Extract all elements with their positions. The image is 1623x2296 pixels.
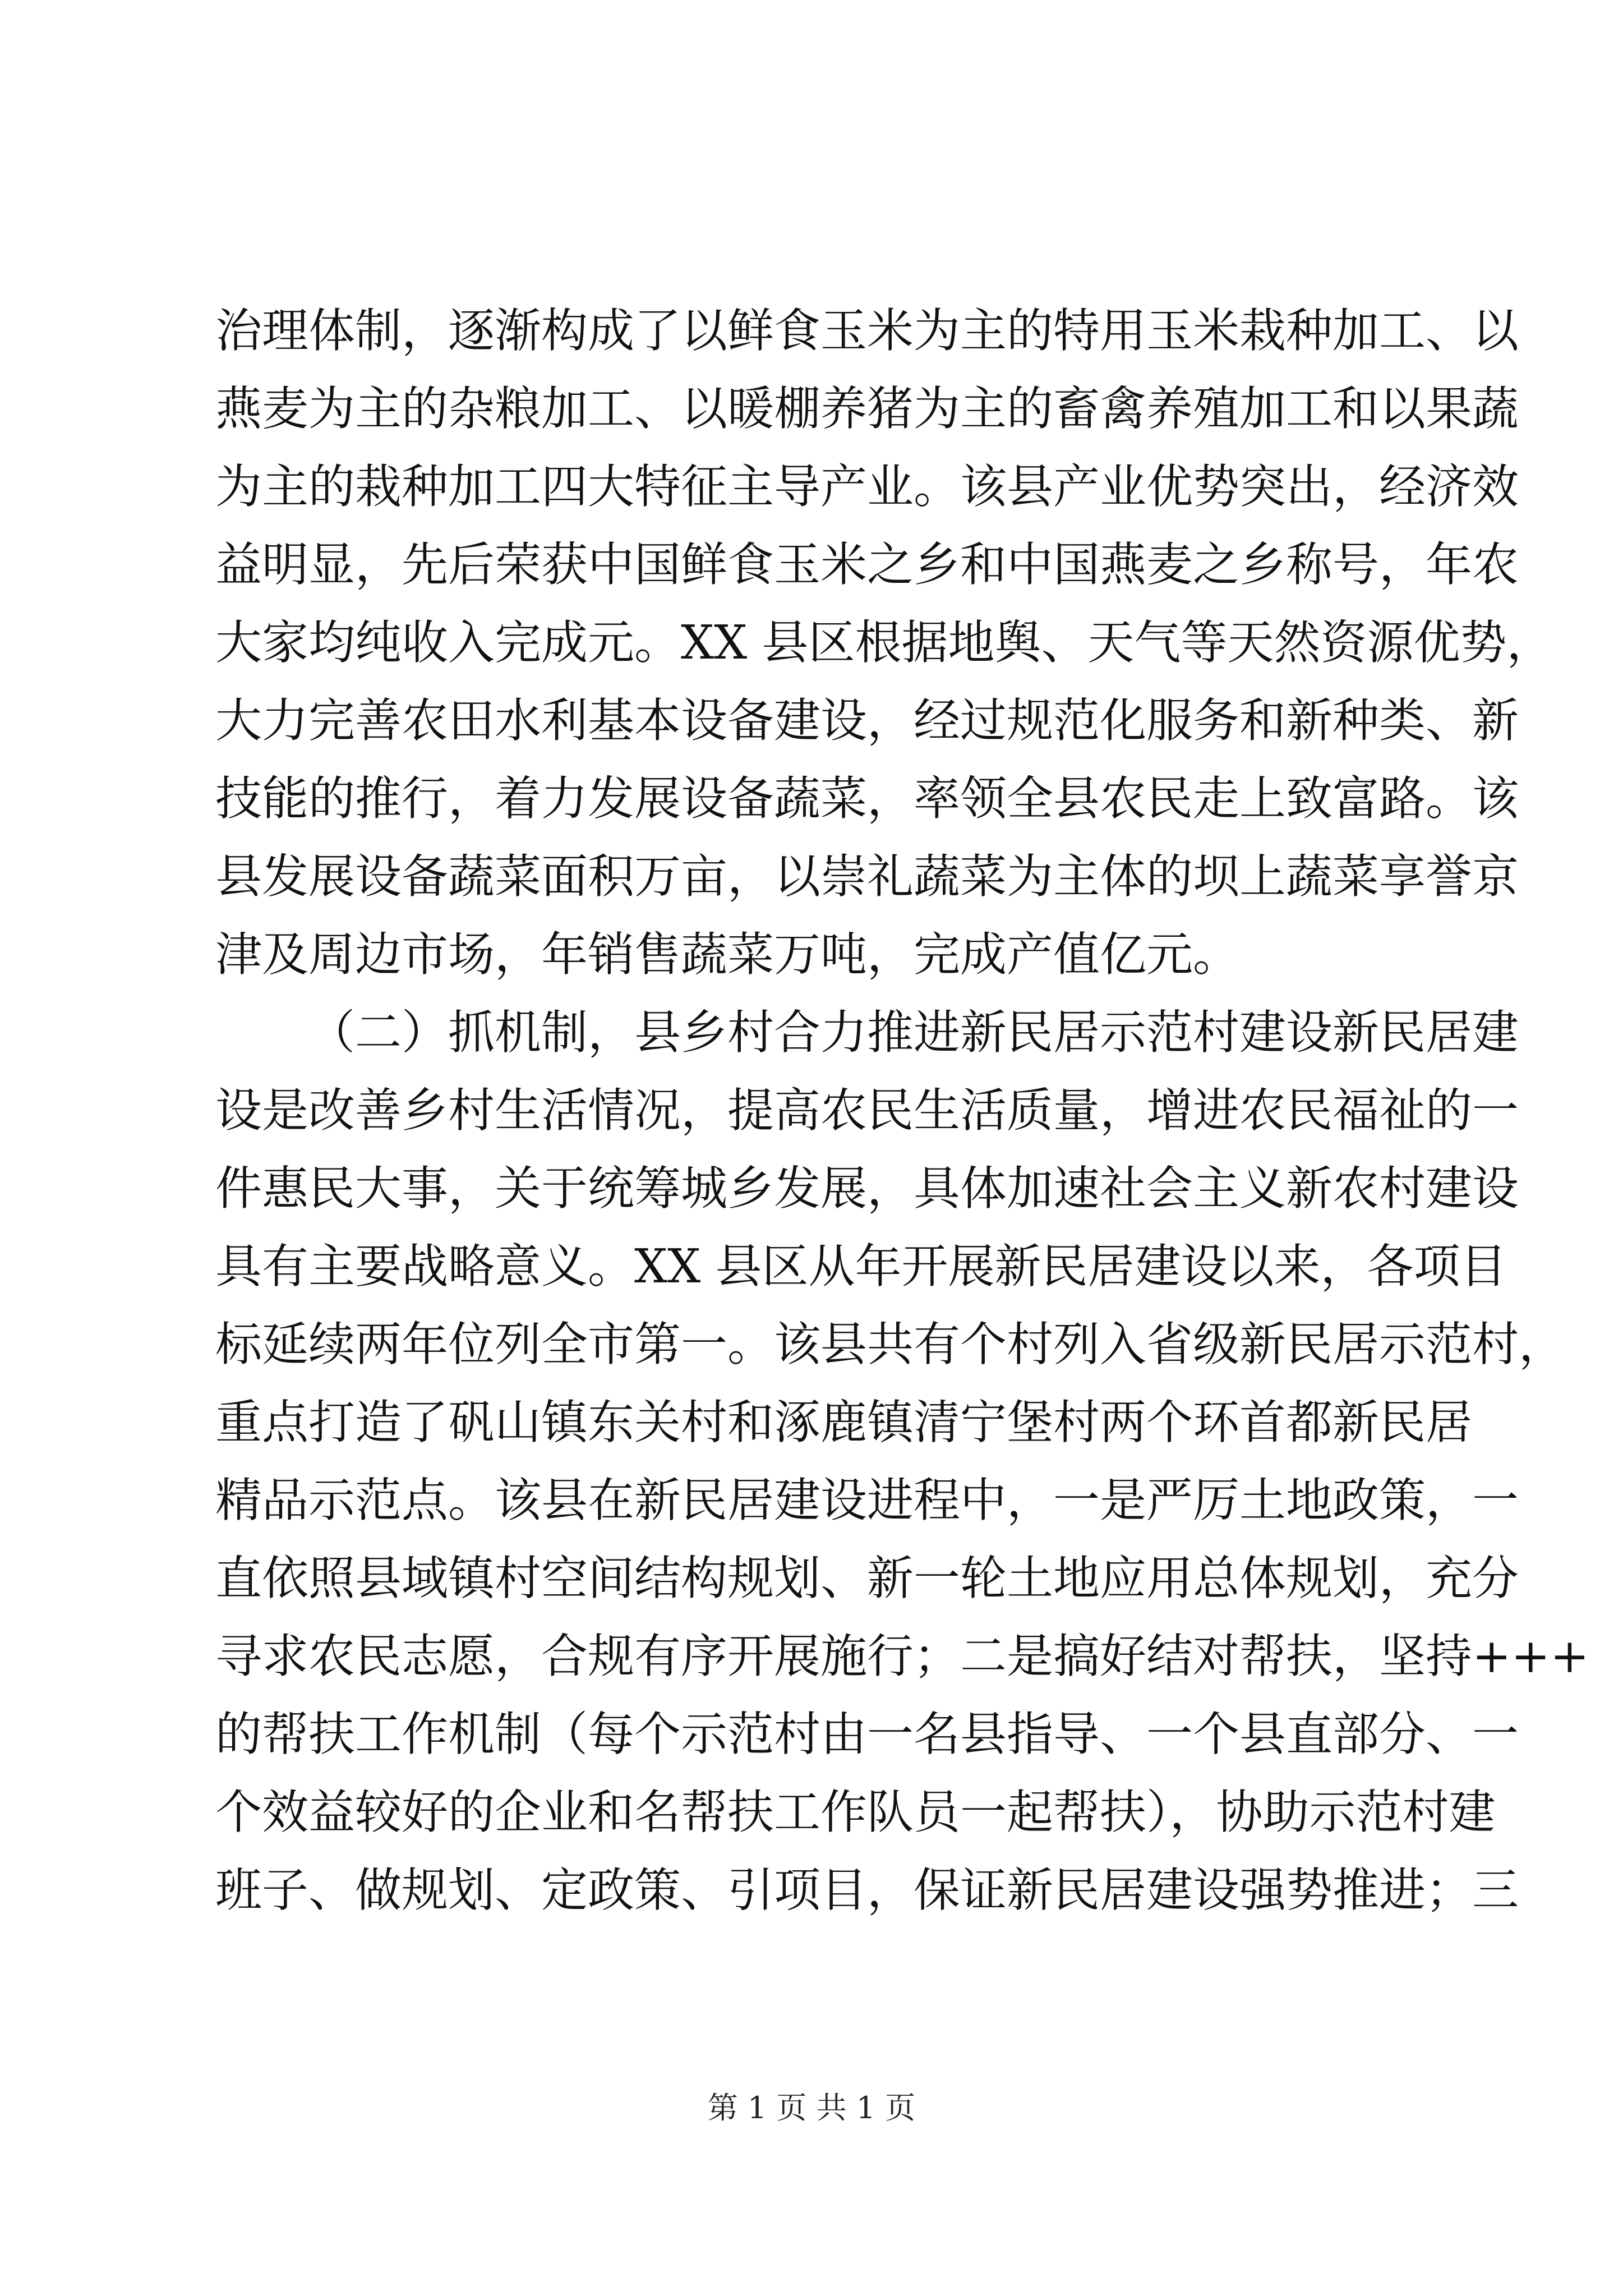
text-line: 标延续两年位列全市第一。该县共有个村列入省级新民居示范村， [215,1317,1565,1372]
text-line: 件惠民大事，关于统筹城乡发展，具体加速社会主义新农村建设 [215,1161,1519,1216]
text-line: 寻求农民志愿，合规有序开展施行；二是搞好结对帮扶，坚持+++ [215,1629,1589,1683]
text-line: 技能的推行，着力发展设备蔬菜，率领全县农民走上致富路。该 [215,771,1519,826]
text-line: 治理体制，逐渐构成了以鲜食玉米为主的特用玉米栽种加工、以 [215,303,1519,358]
text-line: 燕麦为主的杂粮加工、以暖棚养猪为主的畜禽养殖加工和以果蔬 [215,381,1519,436]
text-line: 具有主要战略意义。XX 县区从年开展新民居建设以来，各项目 [215,1239,1507,1294]
paragraph-end-line: 津及周边市场，年销售蔬菜万吨，完成产值亿元。 [215,927,1239,982]
text-line: 班子、做规划、定政策、引项目，保证新民居建设强势推进；三 [215,1863,1519,1917]
text-line: 大家均纯收入完成元。XX 县区根据地舆、天气等天然资源优势， [215,615,1553,670]
page-number-footer: 第 1 页 共 1 页 [707,2090,916,2125]
text-line: 直依照县域镇村空间结构规划、新一轮土地应用总体规划，充分 [215,1551,1519,1605]
section-heading-line: （二）抓机制，县乡村合力推进新民居示范村建设新民居建 [308,1005,1519,1060]
body-text [215,292,1589,1929]
text-line: 个效益较好的企业和名帮扶工作队员一起帮扶），协助示范村建 [215,1785,1496,1839]
text-line: 精品示范点。该县在新民居建设进程中，一是严厉土地政策，一 [215,1473,1519,1527]
text-line: 重点打造了矾山镇东关村和涿鹿镇清宁堡村两个环首都新民居 [215,1395,1472,1450]
text-line: 为主的栽种加工四大特征主导产业。该县产业优势突出，经济效 [215,459,1519,514]
text-line: 县发展设备蔬菜面积万亩，以崇礼蔬菜为主体的坝上蔬菜享誉京 [215,849,1519,904]
text-line: 大力完善农田水利基本设备建设，经过规范化服务和新种类、新 [215,693,1519,748]
text-line: 的帮扶工作机制（每个示范村由一名县指导、一个县直部分、一 [215,1707,1519,1761]
text-line: 设是改善乡村生活情况，提高农民生活质量，增进农民福祉的一 [215,1083,1519,1138]
text-line: 益明显，先后荣获中国鲜食玉米之乡和中国燕麦之乡称号，年农 [215,537,1519,592]
